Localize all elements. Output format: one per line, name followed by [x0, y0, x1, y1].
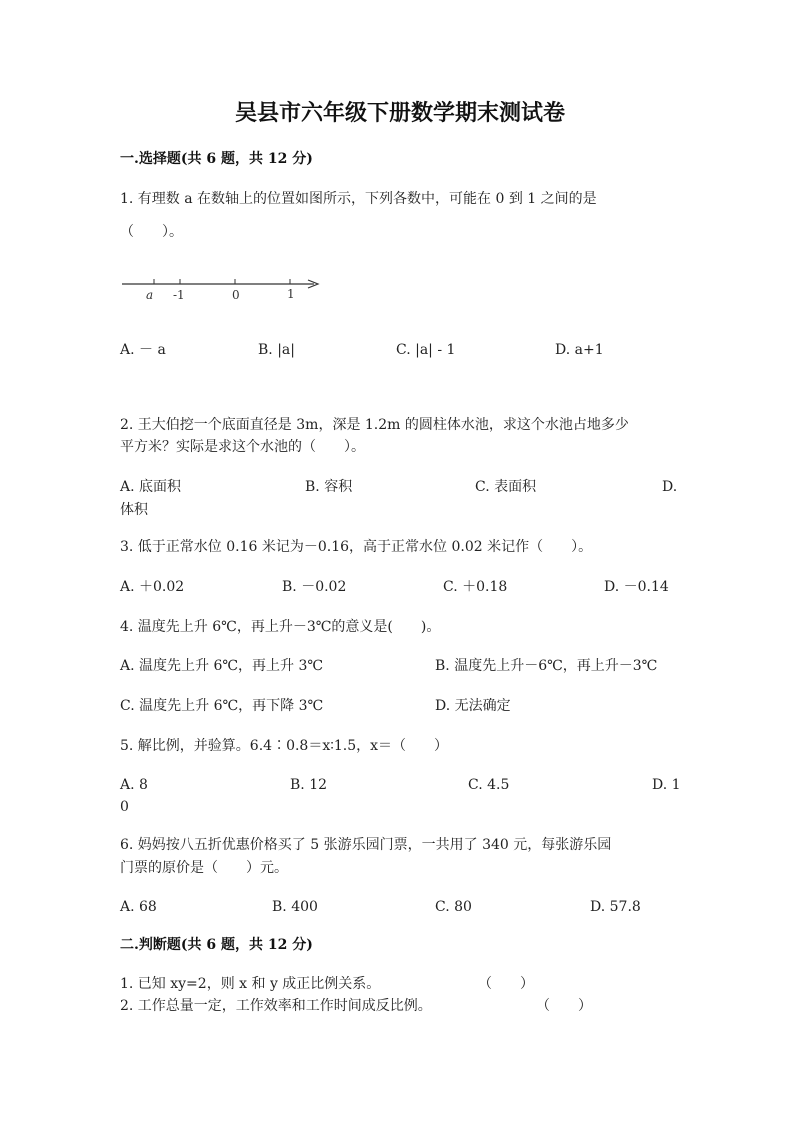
- question-1-text-cont: （ ）。: [120, 224, 183, 240]
- q2-option-d: D.: [662, 479, 678, 495]
- q3-option-b: B. －0.02: [282, 579, 347, 595]
- q4-option-c: C. 温度先上升 6℃，再下降 3℃: [120, 698, 324, 714]
- q2-option-c: C. 表面积: [475, 479, 537, 495]
- number-line-figure: [118, 276, 328, 312]
- q1-option-d: D. a+1: [555, 342, 604, 358]
- q6-option-d: D. 57.8: [590, 899, 641, 915]
- q2-option-a: A. 底面积: [120, 479, 182, 495]
- question-6-text-cont: 门票的原价是（ ）元。: [120, 860, 288, 876]
- q2-option-b: B. 容积: [305, 479, 353, 495]
- q1-option-b: B. |a|: [258, 342, 295, 358]
- label-1: 1: [287, 287, 295, 301]
- q5-option-a: A. 8: [120, 777, 148, 793]
- judgement-1-text: 1. 已知 xy=2，则 x 和 y 成正比例关系。: [120, 976, 381, 992]
- question-6-text: 6. 妈妈按八五折优惠价格买了 5 张游乐园门票，一共用了 340 元，每张游乐园: [120, 837, 612, 853]
- q6-option-c: C. 80: [435, 899, 472, 915]
- q6-option-a: A. 68: [120, 899, 157, 915]
- question-4-text: 4. 温度先上升 6℃，再上升－3℃的意义是( )。: [120, 619, 441, 635]
- q4-option-d: D. 无法确定: [435, 698, 511, 714]
- label-0: 0: [232, 288, 240, 302]
- label-minus-1: -1: [173, 288, 185, 302]
- q1-option-c: C. |a| - 1: [396, 342, 456, 358]
- q3-option-d: D. －0.14: [604, 579, 669, 595]
- q5-option-b: B. 12: [290, 777, 328, 793]
- question-2-text-cont: 平方米？实际是求这个水池的（ ）。: [120, 439, 365, 455]
- label-a: a: [146, 288, 154, 302]
- question-1-text: 1. 有理数 a 在数轴上的位置如图所示，下列各数中，可能在 0 到 1 之间的是: [120, 191, 597, 207]
- judgement-2-blank: （ ）: [536, 998, 592, 1014]
- judgement-1-blank: （ ）: [478, 976, 534, 992]
- q2-option-d-wrap: 体积: [120, 502, 148, 518]
- judgement-2-text: 2. 工作总量一定，工作效率和工作时间成反比例。: [120, 998, 432, 1014]
- q4-option-a: A. 温度先上升 6℃，再上升 3℃: [120, 658, 324, 674]
- q5-option-d: D. 1: [652, 777, 681, 793]
- q4-option-b: B. 温度先上升－6℃，再上升－3℃: [435, 658, 658, 674]
- question-3-text: 3. 低于正常水位 0.16 米记为－0.16，高于正常水位 0.02 米记作（ ）。: [120, 539, 593, 555]
- page-title: 吴县市六年级下册数学期末测试卷: [234, 100, 565, 126]
- q5-option-d-wrap: 0: [120, 799, 129, 815]
- question-2-text: 2. 王大伯挖一个底面直径是 3m，深是 1.2m 的圆柱体水池，求这个水池占地多少: [120, 417, 629, 433]
- q1-option-a: A. － a: [120, 342, 166, 358]
- q5-option-c: C. 4.5: [468, 777, 510, 793]
- question-5-text: 5. 解比例，并验算。6.4∶0.8＝x∶1.5，x＝（ ）: [120, 738, 449, 754]
- section-heading-judgement: 二.判断题(共 6 题，共 12 分): [120, 937, 313, 953]
- q3-option-c: C. ＋0.18: [443, 579, 508, 595]
- q6-option-b: B. 400: [272, 899, 318, 915]
- section-heading-choice: 一.选择题(共 6 题，共 12 分): [120, 151, 313, 167]
- q3-option-a: A. ＋0.02: [120, 579, 185, 595]
